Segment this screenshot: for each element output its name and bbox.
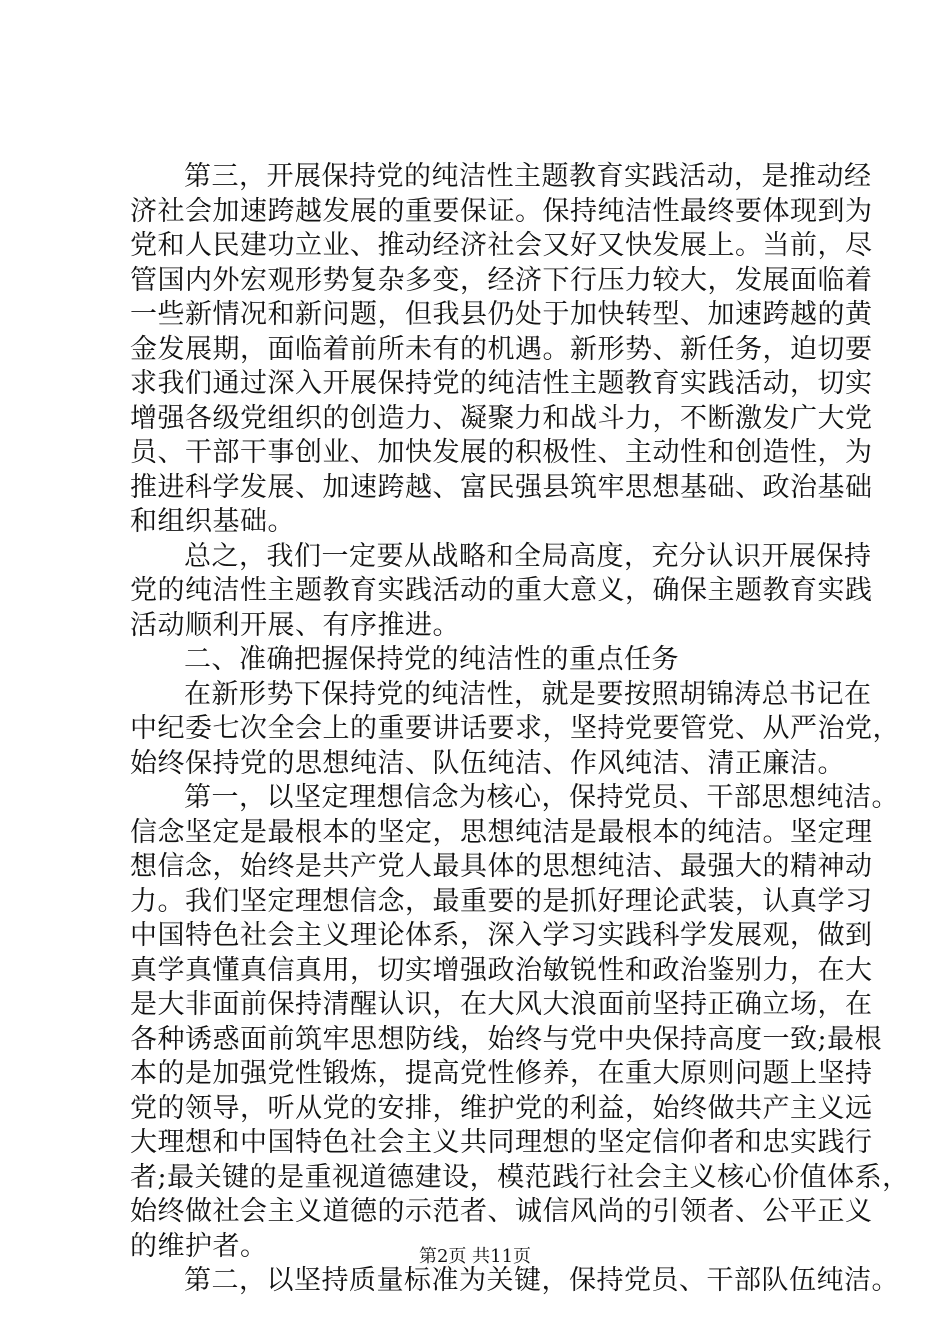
text-line: 党和人民建功立业、推动经济社会又好又快发展上。当前，尽 bbox=[130, 230, 873, 261]
text-line: 活动顺利开展、有序推进。 bbox=[130, 609, 460, 641]
text-line: 第一，以坚定理想信念为核心，保持党员、干部思想纯洁。 bbox=[184, 782, 899, 813]
text-line: 求我们通过深入开展保持党的纯洁性主题教育实践活动，切实 bbox=[130, 368, 873, 399]
text-line: 想信念，始终是共产党人最具体的思想纯洁、最强大的精神动 bbox=[130, 851, 873, 882]
text-line: 各种诱惑面前筑牢思想防线，始终与党中央保持高度一致;最根 bbox=[130, 1023, 883, 1055]
text-line: 是大非面前保持清醒认识，在大风大浪面前坚持正确立场，在 bbox=[130, 989, 873, 1020]
text-line: 推进科学发展、加速跨越、富民强县筑牢思想基础、政治基础 bbox=[130, 471, 873, 503]
text-line: 党的纯洁性主题教育实践活动的重大意义，确保主题教育实践 bbox=[130, 575, 873, 606]
text-line: 力。我们坚定理想信念，最重要的是抓好理论武装，认真学习 bbox=[130, 885, 873, 917]
text-line: 信念坚定是最根本的坚定，思想纯洁是最根本的纯洁。坚定理 bbox=[130, 816, 873, 848]
text-line: 员、干部干事创业、加快发展的积极性、主动性和创造性，为 bbox=[130, 437, 873, 468]
text-line: 党的领导，听从党的安排，维护党的利益，始终做共产主义远 bbox=[130, 1092, 873, 1124]
section-heading: 二、准确把握保持党的纯洁性的重点任务 bbox=[184, 644, 679, 675]
text-line: 中国特色社会主义理论体系，深入学习实践科学发展观，做到 bbox=[130, 920, 873, 951]
text-line: 在新形势下保持党的纯洁性，就是要按照胡锦涛总书记在 bbox=[184, 678, 872, 710]
text-line: 始终保持党的思想纯洁、队伍纯洁、作风纯洁、清正廉洁。 bbox=[130, 747, 845, 779]
text-line: 的维护者。 bbox=[130, 1230, 268, 1262]
text-line: 济社会加速跨越发展的重要保证。保持纯洁性最终要体现到为 bbox=[130, 195, 873, 227]
text-line: 管国内外宏观形势复杂多变，经济下行压力较大，发展面临着 bbox=[130, 264, 873, 296]
text-line: 真学真懂真信真用，切实增强政治敏锐性和政治鉴别力，在大 bbox=[130, 954, 873, 986]
text-line: 者;最关键的是重视道德建设，模范践行社会主义核心价值体系， bbox=[130, 1161, 910, 1193]
text-line: 增强各级党组织的创造力、凝聚力和战斗力，不断激发广大党 bbox=[130, 402, 873, 434]
text-line: 金发展期，面临着前所未有的机遇。新形势、新任务，迫切要 bbox=[130, 333, 873, 365]
text-line: 第三，开展保持党的纯洁性主题教育实践活动，是推动经 bbox=[184, 161, 872, 192]
text-line: 大理想和中国特色社会主义共同理想的坚定信仰者和忠实践行 bbox=[130, 1127, 873, 1158]
document-body bbox=[130, 160, 910, 1299]
text-line: 和组织基础。 bbox=[130, 506, 295, 537]
text-line: 本的是加强党性锻炼，提高党性修养，在重大原则问题上坚持 bbox=[130, 1058, 873, 1089]
text-line: 总之，我们一定要从战略和全局高度，充分认识开展保持 bbox=[184, 540, 872, 572]
text-line: 第二，以坚持质量标准为关键，保持党员、干部队伍纯洁。 bbox=[184, 1265, 899, 1296]
page-number-footer: 第2页 共11页 bbox=[418, 1246, 532, 1267]
text-line: 中纪委七次全会上的重要讲话要求，坚持党要管党、从严治党， bbox=[130, 713, 900, 744]
text-line: 一些新情况和新问题，但我县仍处于加快转型、加速跨越的黄 bbox=[130, 299, 873, 330]
text-line: 始终做社会主义道德的示范者、诚信风尚的引领者、公平正义 bbox=[130, 1196, 873, 1227]
